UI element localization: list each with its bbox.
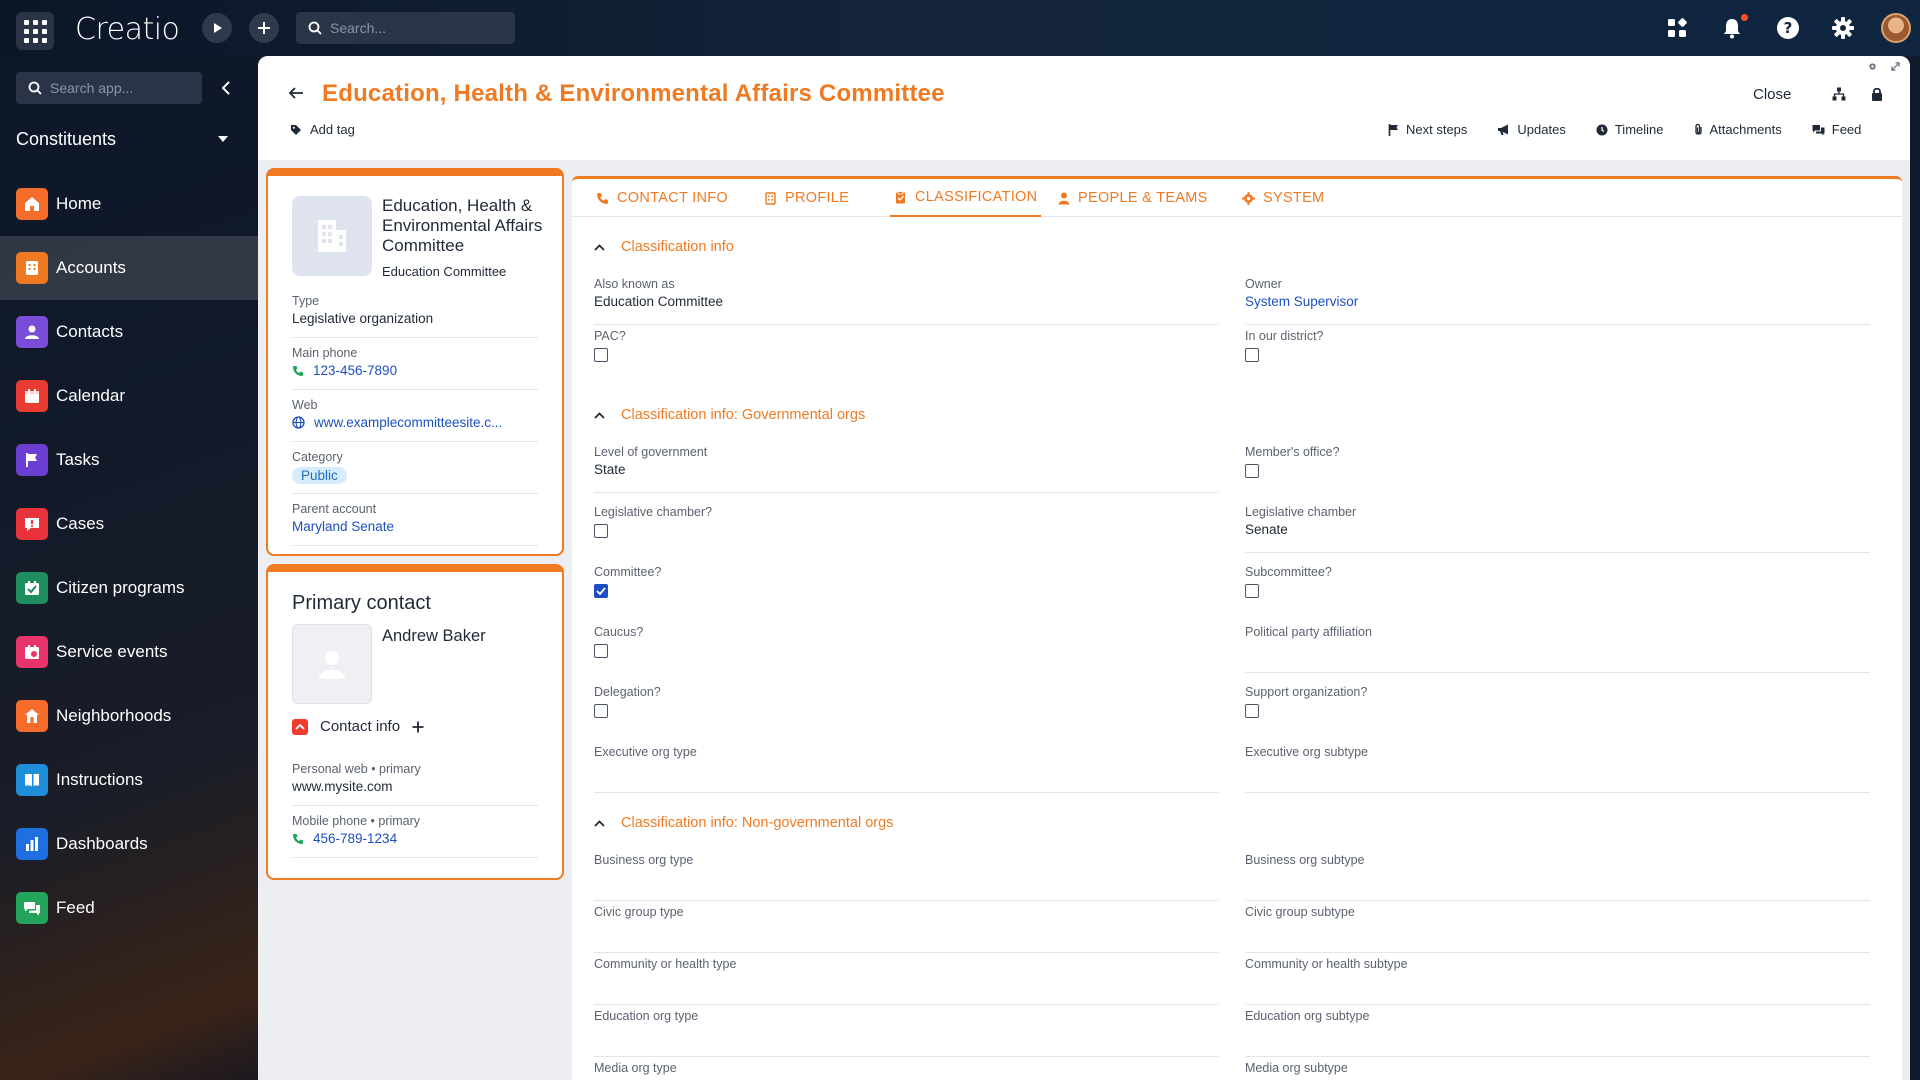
field-main-phone[interactable] [292,346,538,390]
collapse-contact-info-icon[interactable] [292,719,308,735]
nav-label: Accounts [56,258,126,277]
record-actions [1388,122,1861,137]
app-search-input[interactable] [16,72,202,104]
close-button[interactable]: Close [1753,86,1792,103]
field-members-office: Member's office? [1245,445,1870,493]
field-community-health-subtype[interactable]: Community or health subtype [1245,957,1870,1005]
sidebar [0,56,258,1080]
account-name: Education, Health & Environmental Affairs Committee [382,196,543,255]
nav-item-service-events[interactable] [0,620,258,684]
attachments-button[interactable] [1694,122,1782,137]
section-nongovernmental-header[interactable]: Classification info: Non-governmental orgs [594,815,893,831]
home-icon [16,188,48,220]
field-category[interactable] [292,450,538,494]
collapse-sidebar-button[interactable] [216,76,236,100]
field-label: Personal web • primary [292,762,421,776]
person-placeholder-icon [313,645,351,683]
tab-people-teams[interactable]: PEOPLE & TEAMS [1054,179,1212,217]
action-label: Attachments [1709,122,1782,137]
field-web[interactable] [292,398,538,442]
nav-label: Instructions [56,770,143,789]
field-parent-account[interactable] [292,502,538,546]
primary-contact-card [266,564,564,880]
field-media-org-type[interactable]: Media org type [594,1061,677,1075]
field-value[interactable]: Maryland Senate [292,519,395,534]
event-icon [16,636,48,668]
field-delegation: Delegation? [594,685,1219,733]
top-bar [0,0,1920,56]
add-new-button[interactable] [249,13,279,43]
feed-icon [1812,124,1825,136]
field-business-org-type[interactable]: Business org type [594,853,1219,901]
field-community-health-type[interactable]: Community or health type [594,957,1219,1005]
tab-system[interactable]: SYSTEM [1238,179,1328,217]
feed-button[interactable] [1812,122,1862,137]
workspace-label: Constituents [16,128,117,149]
field-value [292,467,538,484]
nav-label: Contacts [56,322,124,341]
lock-icon[interactable] [1871,87,1883,106]
house-icon [16,700,48,732]
clipboard-icon [894,191,907,204]
tab-classification[interactable]: CLASSIFICATION [890,179,1041,217]
app-launcher-button[interactable] [16,12,54,50]
chat-alert-icon [16,508,48,540]
nav-item-neighborhoods[interactable] [0,684,258,748]
legislative-chamber-checkbox[interactable] [594,524,608,538]
field-support-organization: Support organization? [1245,685,1870,733]
creatio-logo: Creatio [75,12,180,47]
field-business-org-subtype[interactable]: Business org subtype [1245,853,1870,901]
field-education-org-subtype[interactable]: Education org subtype [1245,1009,1870,1057]
contact-info-label: Contact info [320,718,401,735]
field-value[interactable]: www.examplecommitteesite.c... [292,415,538,430]
field-committee: Committee? [594,565,1219,613]
notification-badge [1741,14,1748,21]
support-organization-checkbox[interactable] [1245,704,1259,718]
nav-label: Dashboards [56,834,148,853]
updates-button[interactable] [1497,122,1565,137]
field-political-party[interactable]: Political party affiliation [1245,625,1870,673]
nav-label: Service events [56,642,168,661]
section-governmental-header[interactable]: Classification info: Governmental orgs [594,407,865,423]
person-icon [1058,192,1070,205]
field-legislative-chamber[interactable]: Legislative chamber Senate [1245,505,1870,553]
building-icon [16,252,48,284]
section-classification-header[interactable]: Classification info [594,239,734,255]
tab-profile[interactable]: PROFILE [760,179,853,217]
in-our-district-checkbox[interactable] [1245,348,1259,362]
field-label: Type [292,294,320,308]
action-label: Updates [1517,122,1566,137]
nav-item-home[interactable] [0,172,258,236]
gear-icon [1242,192,1255,205]
nav-item-instructions[interactable] [0,748,258,812]
field-value: www.mysite.com [292,779,393,794]
record-header [258,56,1910,160]
field-value[interactable]: 123-456-7890 [292,363,538,378]
caucus-checkbox[interactable] [594,644,608,658]
phone-icon [292,365,304,377]
run-process-button[interactable] [202,13,232,43]
nav-label: Calendar [56,386,125,405]
nav-item-accounts[interactable] [0,236,258,300]
tabs-panel [572,176,1902,1080]
account-logo[interactable] [292,196,372,276]
chevron-up-icon [594,412,605,419]
field-label: Category [292,450,343,464]
nav-item-cases[interactable] [0,492,258,556]
nav-label: Home [56,194,102,213]
page-title: Education, Health & Environmental Affairs Committee [322,80,945,107]
chevron-left-icon [221,80,231,96]
category-badge: Public [292,467,347,484]
tab-bar [572,179,1902,217]
nav-item-feed[interactable] [0,876,258,940]
workspace-selector[interactable] [16,124,238,154]
contact-info-header [292,718,424,735]
arrow-left-icon [288,86,304,100]
contact-name[interactable]: Andrew Baker [382,627,486,645]
members-office-checkbox[interactable] [1245,464,1259,478]
field-pac: PAC? [594,329,1219,377]
calendar-icon [16,380,48,412]
action-label: Feed [1831,122,1862,137]
small-gear-icon[interactable] [1868,62,1877,71]
nav-item-citizen-programs[interactable] [0,556,258,620]
field-media-org-subtype[interactable]: Media org subtype [1245,1061,1348,1075]
svg-text:?: ? [1783,19,1793,37]
building-icon [764,192,777,205]
phone-icon [292,833,304,845]
field-executive-org-type[interactable]: Executive org type [594,745,1219,793]
field-also-known-as[interactable]: Also known as Education Committee [594,277,1219,325]
committee-checkbox[interactable] [594,584,608,598]
field-mobile-phone[interactable] [292,814,538,858]
pac-checkbox[interactable] [594,348,608,362]
field-education-org-type[interactable]: Education org type [594,1009,1219,1057]
field-value: Legislative organization [292,311,434,326]
play-icon [211,22,223,34]
field-caucus: Caucus? [594,625,1219,673]
action-label: Next steps [1406,122,1468,137]
window-controls [1868,62,1900,71]
plus-icon [257,21,271,35]
field-label: Main phone [292,346,358,360]
nav-item-contacts[interactable] [0,300,258,364]
feed-icon [16,892,48,924]
contact-photo[interactable] [292,624,372,704]
tab-contact-info[interactable]: CONTACT INFO [592,179,732,217]
field-civic-group-type[interactable]: Civic group type [594,905,1219,953]
chart-icon [16,828,48,860]
nav-label: Citizen programs [56,578,185,597]
timeline-button[interactable] [1596,122,1664,137]
flag-icon [16,444,48,476]
chevron-up-icon [594,244,605,251]
field-civic-group-subtype[interactable]: Civic group subtype [1245,905,1870,953]
globe-icon [292,416,305,429]
apps-grid-icon[interactable] [1663,14,1691,42]
hierarchy-icon[interactable] [1832,87,1846,106]
caret-down-icon [218,136,228,142]
field-owner[interactable]: Owner System Supervisor [1245,277,1870,325]
user-avatar[interactable] [1881,13,1911,43]
delegation-checkbox[interactable] [594,704,608,718]
nav-label: Feed [56,898,95,917]
building-icon [312,216,352,256]
search-icon [308,21,322,35]
account-summary-card [266,168,564,556]
field-label: Mobile phone • primary [292,814,421,828]
add-tag-label: Add tag [310,122,355,137]
program-icon [16,572,48,604]
field-label: Parent account [292,502,377,516]
field-personal-web[interactable] [292,762,538,806]
nav-label: Cases [56,514,105,533]
primary-contact-title: Primary contact [292,592,431,614]
nav-item-tasks[interactable] [0,428,258,492]
nav-label: Tasks [56,450,100,469]
field-legislative-chamber-q: Legislative chamber? [594,505,1219,553]
help-icon[interactable] [1774,14,1802,42]
field-type[interactable] [292,294,538,338]
chevron-up-icon [594,820,605,827]
add-tag-button[interactable] [290,122,355,137]
field-value[interactable]: 456-789-1234 [292,831,538,846]
nav-item-calendar[interactable] [0,364,258,428]
search-icon [28,81,42,95]
back-button[interactable] [288,86,304,105]
app-search-placeholder: Search app... [50,80,134,96]
add-contact-info-icon[interactable] [412,721,424,733]
person-icon [16,316,48,348]
phone-icon [596,192,609,205]
clock-icon [1596,124,1608,136]
field-level-of-government[interactable]: Level of government State [594,445,1219,493]
action-label: Timeline [1614,122,1664,137]
field-executive-org-subtype[interactable]: Executive org subtype [1245,745,1870,793]
flag-icon [1388,124,1399,136]
search-placeholder: Search... [330,20,387,36]
checkmark-icon [596,587,606,595]
nav-item-dashboards[interactable] [0,812,258,876]
field-label: Web [292,398,318,412]
book-icon [16,764,48,796]
subcommittee-checkbox[interactable] [1245,584,1259,598]
expand-icon[interactable] [1891,62,1900,71]
global-search-input[interactable] [296,12,515,44]
account-alias: Education Committee [382,264,507,279]
field-subcommittee: Subcommittee? [1245,565,1870,613]
tag-icon [290,124,302,136]
settings-gear-icon[interactable] [1829,14,1857,42]
paperclip-icon [1694,123,1703,136]
next-steps-button[interactable] [1388,122,1467,137]
nav-label: Neighborhoods [56,706,172,725]
field-in-our-district: In our district? [1245,329,1870,377]
record-page [258,56,1910,1080]
megaphone-icon [1497,124,1510,136]
